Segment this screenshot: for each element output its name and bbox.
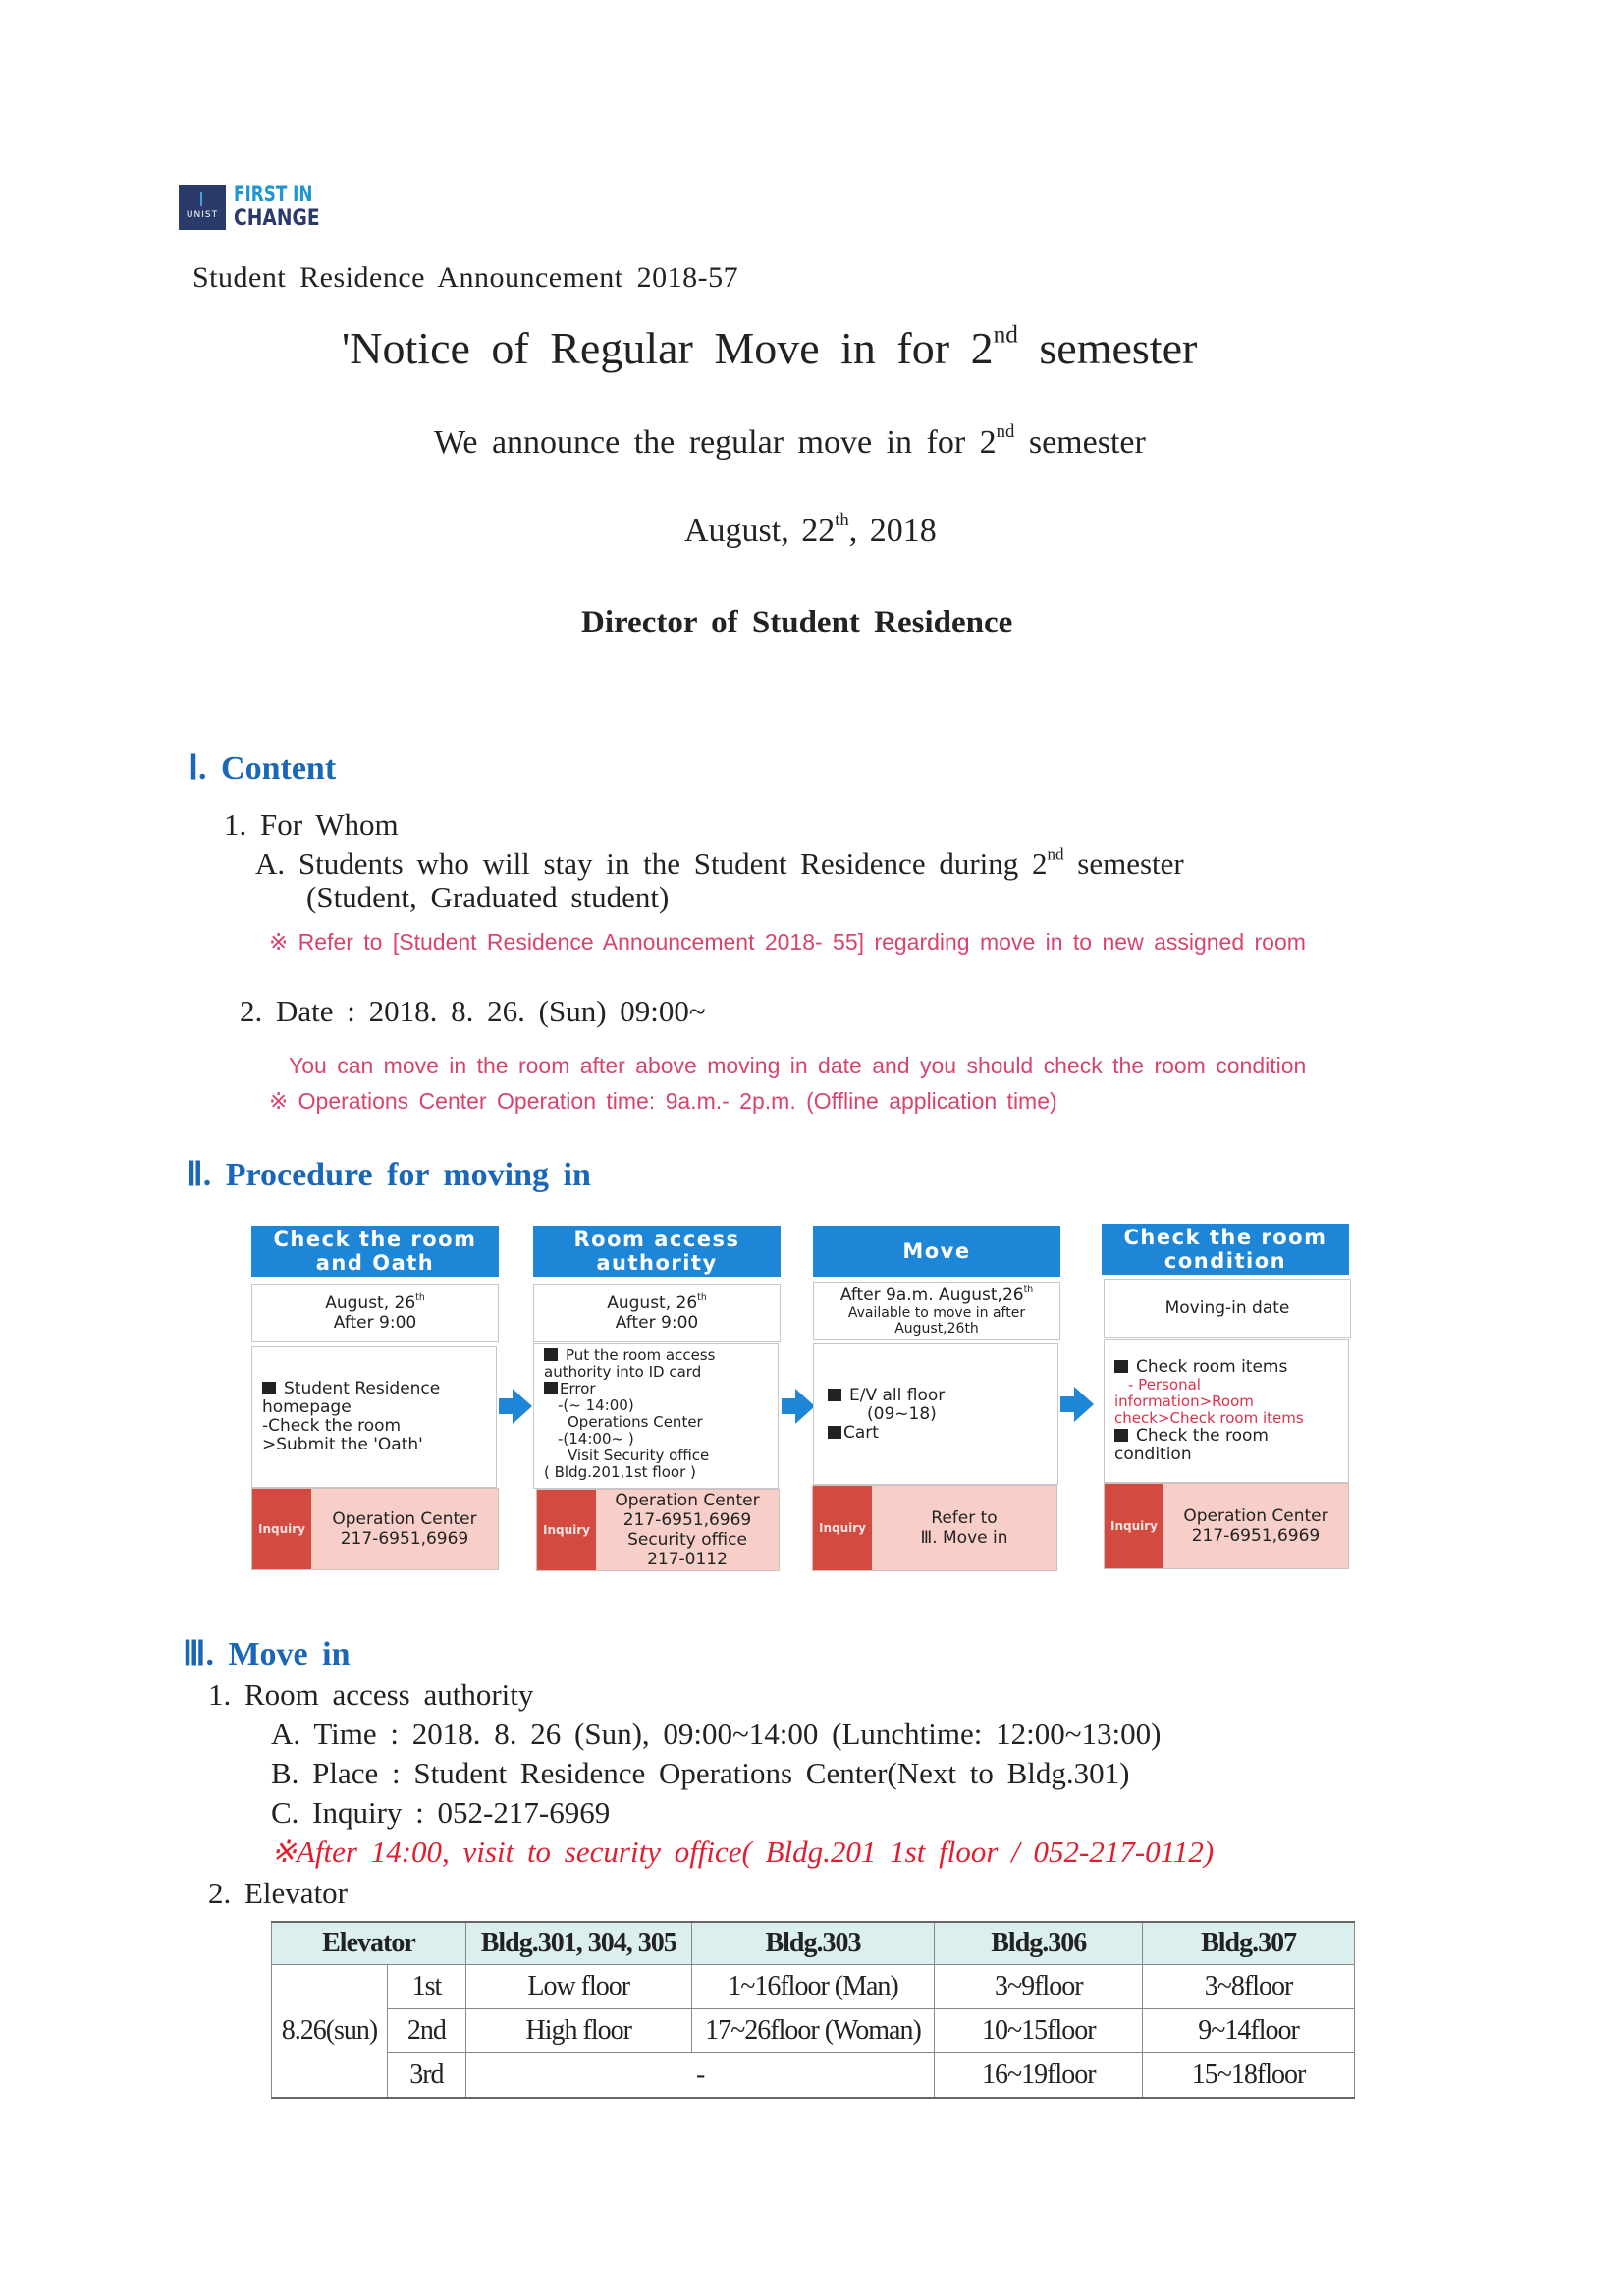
- cell: 1~16floor (Man): [691, 1965, 935, 2009]
- section-2-heading: Ⅱ. Procedure for moving in: [187, 1157, 591, 1193]
- when-date: August, 26: [325, 1293, 416, 1313]
- date-text-end: , 2018: [848, 513, 937, 549]
- step-header: [533, 1226, 781, 1277]
- order-cell: 3rd: [387, 2053, 465, 2099]
- inquiry-line: 217-6951,6969: [340, 1529, 469, 1549]
- for-whom-a-text-end: semester: [1063, 847, 1184, 881]
- detail-text: Put the room access authority into ID card: [544, 1346, 716, 1381]
- when-note: Available to move in after: [847, 1305, 1026, 1321]
- for-whom-a-text: A. Students who will stay in the Student Residence during 2: [255, 847, 1048, 881]
- step-4-details: [1104, 1339, 1349, 1483]
- inquiry-line: Security office: [627, 1530, 747, 1550]
- operation-time-note: ※ Operations Center Operation time: 9a.m.- 2p.m. (Offline application time): [269, 1088, 1057, 1114]
- detail-text: -(14:00~ ): [558, 1430, 634, 1448]
- cell: 16~19floor: [935, 2053, 1143, 2099]
- room-access-time: A. Time : 2018. 8. 26 (Sun), 09:00~14:00 (Lunchtime: 12:00~13:00): [271, 1717, 1162, 1751]
- header-cell: Bldg.301, 304, 305: [465, 1922, 691, 1965]
- step-3-when: [813, 1282, 1060, 1340]
- detail-text: Cart: [843, 1422, 879, 1443]
- step-move: [813, 1226, 1060, 1277]
- signatory: Director of Student Residence: [581, 605, 1013, 640]
- page-title: [342, 322, 1197, 374]
- cell: 9~14floor: [1143, 2009, 1355, 2053]
- step-2-details: [533, 1343, 779, 1489]
- cell: High floor: [465, 2009, 691, 2053]
- inquiry-line: Refer to: [931, 1508, 998, 1528]
- for-whom-label: 1. For Whom: [224, 807, 399, 842]
- header-cell: Bldg.303: [691, 1922, 935, 1965]
- when-date: After 9a.m. August,26: [839, 1285, 1024, 1305]
- section-1-heading: Ⅰ. Content: [189, 750, 337, 787]
- when-time: After 9:00: [333, 1313, 417, 1333]
- room-access-place: B. Place : Student Residence Operations Center(Next to Bldg.301): [271, 1756, 1130, 1790]
- inquiry-tag: Inquiry: [1105, 1484, 1163, 1568]
- date-cell: 8.26(sun): [272, 1965, 388, 2099]
- inquiry-value: [311, 1509, 498, 1549]
- detail-link-text: - Personal: [1128, 1376, 1201, 1394]
- when-sup: th: [1023, 1285, 1034, 1296]
- detail-text: -(~ 14:00): [558, 1396, 634, 1414]
- detail-text: Check room items: [1136, 1357, 1288, 1377]
- cell: 15~18floor: [1143, 2053, 1355, 2099]
- order-cell: 1st: [387, 1965, 465, 2009]
- step-header: [251, 1226, 499, 1277]
- elevator-label: 2. Elevator: [208, 1876, 349, 1910]
- step-3-inquiry: [812, 1485, 1057, 1571]
- step-1-details: [251, 1346, 497, 1488]
- header-cell: Bldg.306: [935, 1922, 1143, 1965]
- bullet-square-icon: [828, 1389, 841, 1401]
- bullet-square-icon: [1114, 1360, 1128, 1373]
- after-hours-warning: ※After 14:00, visit to security office( Bldg.201 1st floor / 052-217-0112): [271, 1834, 1215, 1869]
- title-text-end: semester: [1017, 323, 1198, 373]
- inquiry-line: Operation Center: [332, 1509, 477, 1529]
- header-cell: Bldg.307: [1143, 1922, 1355, 1965]
- detail-text: >Submit the 'Oath': [262, 1435, 423, 1454]
- step-title-l1: Room access: [573, 1228, 740, 1251]
- detail-text: (09~18): [867, 1403, 937, 1424]
- step-header: [1102, 1224, 1349, 1275]
- announcement-number: Student Residence Announcement 2018-57: [192, 261, 739, 294]
- step-3-details: [813, 1343, 1058, 1485]
- cell: Low floor: [465, 1965, 691, 2009]
- unist-logo-mark: [179, 185, 226, 230]
- detail-text: Check the room condition: [1114, 1426, 1269, 1464]
- logo-mark-text: UNIST: [186, 210, 219, 220]
- detail-link-text: information>Room: [1114, 1393, 1254, 1410]
- for-whom-a-line2: (Student, Graduated student): [306, 880, 670, 914]
- inquiry-line: Ⅲ. Move in: [920, 1528, 1008, 1548]
- step-4-when: [1104, 1279, 1351, 1338]
- cell: 17~26floor (Woman): [691, 2009, 935, 2053]
- step-title-l2: and Oath: [315, 1251, 435, 1275]
- step-2-inquiry: [536, 1489, 780, 1571]
- merged-cell: -: [465, 2053, 934, 2099]
- inquiry-line: Operation Center: [1183, 1506, 1328, 1526]
- table-row: [272, 2053, 1355, 2099]
- date-text: August, 22: [684, 513, 836, 549]
- table-row: [272, 2009, 1355, 2053]
- step-header: [813, 1226, 1060, 1277]
- inquiry-value: [872, 1508, 1056, 1548]
- for-whom-a-sup: nd: [1047, 845, 1064, 864]
- inquiry-tag: Inquiry: [813, 1486, 872, 1570]
- bullet-square-icon: [544, 1382, 558, 1394]
- header-cell: Elevator: [272, 1922, 466, 1965]
- order-cell: 2nd: [387, 2009, 465, 2053]
- detail-text: -Check the room: [262, 1416, 402, 1436]
- step-4-inquiry: [1104, 1483, 1349, 1569]
- date-sup: th: [835, 510, 849, 531]
- when-sup: th: [415, 1292, 425, 1304]
- table-header-row: [272, 1922, 1355, 1965]
- step-title-l2: authority: [596, 1251, 718, 1275]
- step-title-l2: condition: [1163, 1249, 1287, 1273]
- room-access-label: 1. Room access authority: [208, 1677, 534, 1712]
- inquiry-value: [596, 1491, 779, 1569]
- detail-text: Operations Center: [568, 1413, 703, 1431]
- detail-text: ( Bldg.201,1st floor ): [544, 1463, 696, 1481]
- bullet-square-icon: [262, 1382, 276, 1394]
- bullet-square-icon: [828, 1426, 841, 1439]
- cell: 3~8floor: [1143, 1965, 1355, 2009]
- inquiry-line: Operation Center: [615, 1491, 760, 1510]
- bullet-square-icon: [544, 1348, 558, 1361]
- logo-slogan-line1: FIRST IN: [234, 183, 313, 207]
- subtitle-text-end: semester: [1014, 424, 1146, 461]
- subtitle-text: We announce the regular move in for 2: [434, 424, 997, 461]
- inquiry-line: 217-6951,6969: [1191, 1526, 1321, 1546]
- detail-text: Visit Security office: [568, 1447, 710, 1464]
- step-check-room-condition: [1102, 1224, 1349, 1275]
- detail-text: E/V all floor: [849, 1385, 946, 1405]
- step-1-when: [251, 1284, 499, 1342]
- detail-link-text: check>Check room items: [1114, 1409, 1304, 1427]
- subtitle: [434, 421, 1146, 462]
- step-1-inquiry: [251, 1488, 499, 1570]
- announcement-date: [684, 510, 937, 550]
- title-sup: nd: [993, 320, 1018, 349]
- inquiry-line: 217-0112: [647, 1550, 728, 1569]
- room-access-inquiry: C. Inquiry : 052-217-6969: [271, 1795, 611, 1830]
- subtitle-sup: nd: [996, 421, 1015, 443]
- inquiry-tag: Inquiry: [537, 1490, 596, 1570]
- detail-text: Error: [560, 1380, 596, 1397]
- when-date: Moving-in date: [1164, 1298, 1290, 1318]
- cell: 3~9floor: [935, 1965, 1143, 2009]
- inquiry-value: [1163, 1506, 1348, 1546]
- section-3-heading: Ⅲ. Move in: [183, 1636, 351, 1672]
- cell: 10~15floor: [935, 2009, 1143, 2053]
- when-note: August,26th: [894, 1321, 979, 1337]
- step-room-access-authority: [533, 1226, 781, 1277]
- for-whom-a: [255, 847, 1184, 882]
- bullet-square-icon: [1114, 1429, 1128, 1442]
- step-title-l1: Move: [902, 1239, 971, 1263]
- step-title-l1: Check the room: [273, 1228, 477, 1251]
- table-row: [272, 1965, 1355, 2009]
- date-label: 2. Date : 2018. 8. 26. (Sun) 09:00~: [240, 994, 706, 1028]
- step-title-l1: Check the room: [1123, 1226, 1327, 1249]
- title-text: 'Notice of Regular Move in for 2: [342, 323, 994, 373]
- reference-note: ※ Refer to [Student Residence Announcement 2018- 55] regarding move in to new assigned room: [269, 929, 1306, 955]
- move-in-note: You can move in the room after above moving in date and you should check the room condition: [289, 1053, 1307, 1078]
- when-date: August, 26: [607, 1293, 698, 1313]
- inquiry-line: 217-6951,6969: [622, 1510, 752, 1530]
- step-2-when: [533, 1284, 781, 1342]
- when-sup: th: [697, 1292, 707, 1304]
- step-check-room-oath: [251, 1226, 499, 1277]
- detail-text: Student Residence homepage: [262, 1379, 441, 1417]
- when-time: After 9:00: [615, 1313, 699, 1333]
- elevator-table: [271, 1921, 1355, 2099]
- inquiry-tag: Inquiry: [252, 1489, 311, 1569]
- logo-bar-icon: [200, 192, 202, 206]
- logo-slogan-line2: CHANGE: [234, 206, 320, 231]
